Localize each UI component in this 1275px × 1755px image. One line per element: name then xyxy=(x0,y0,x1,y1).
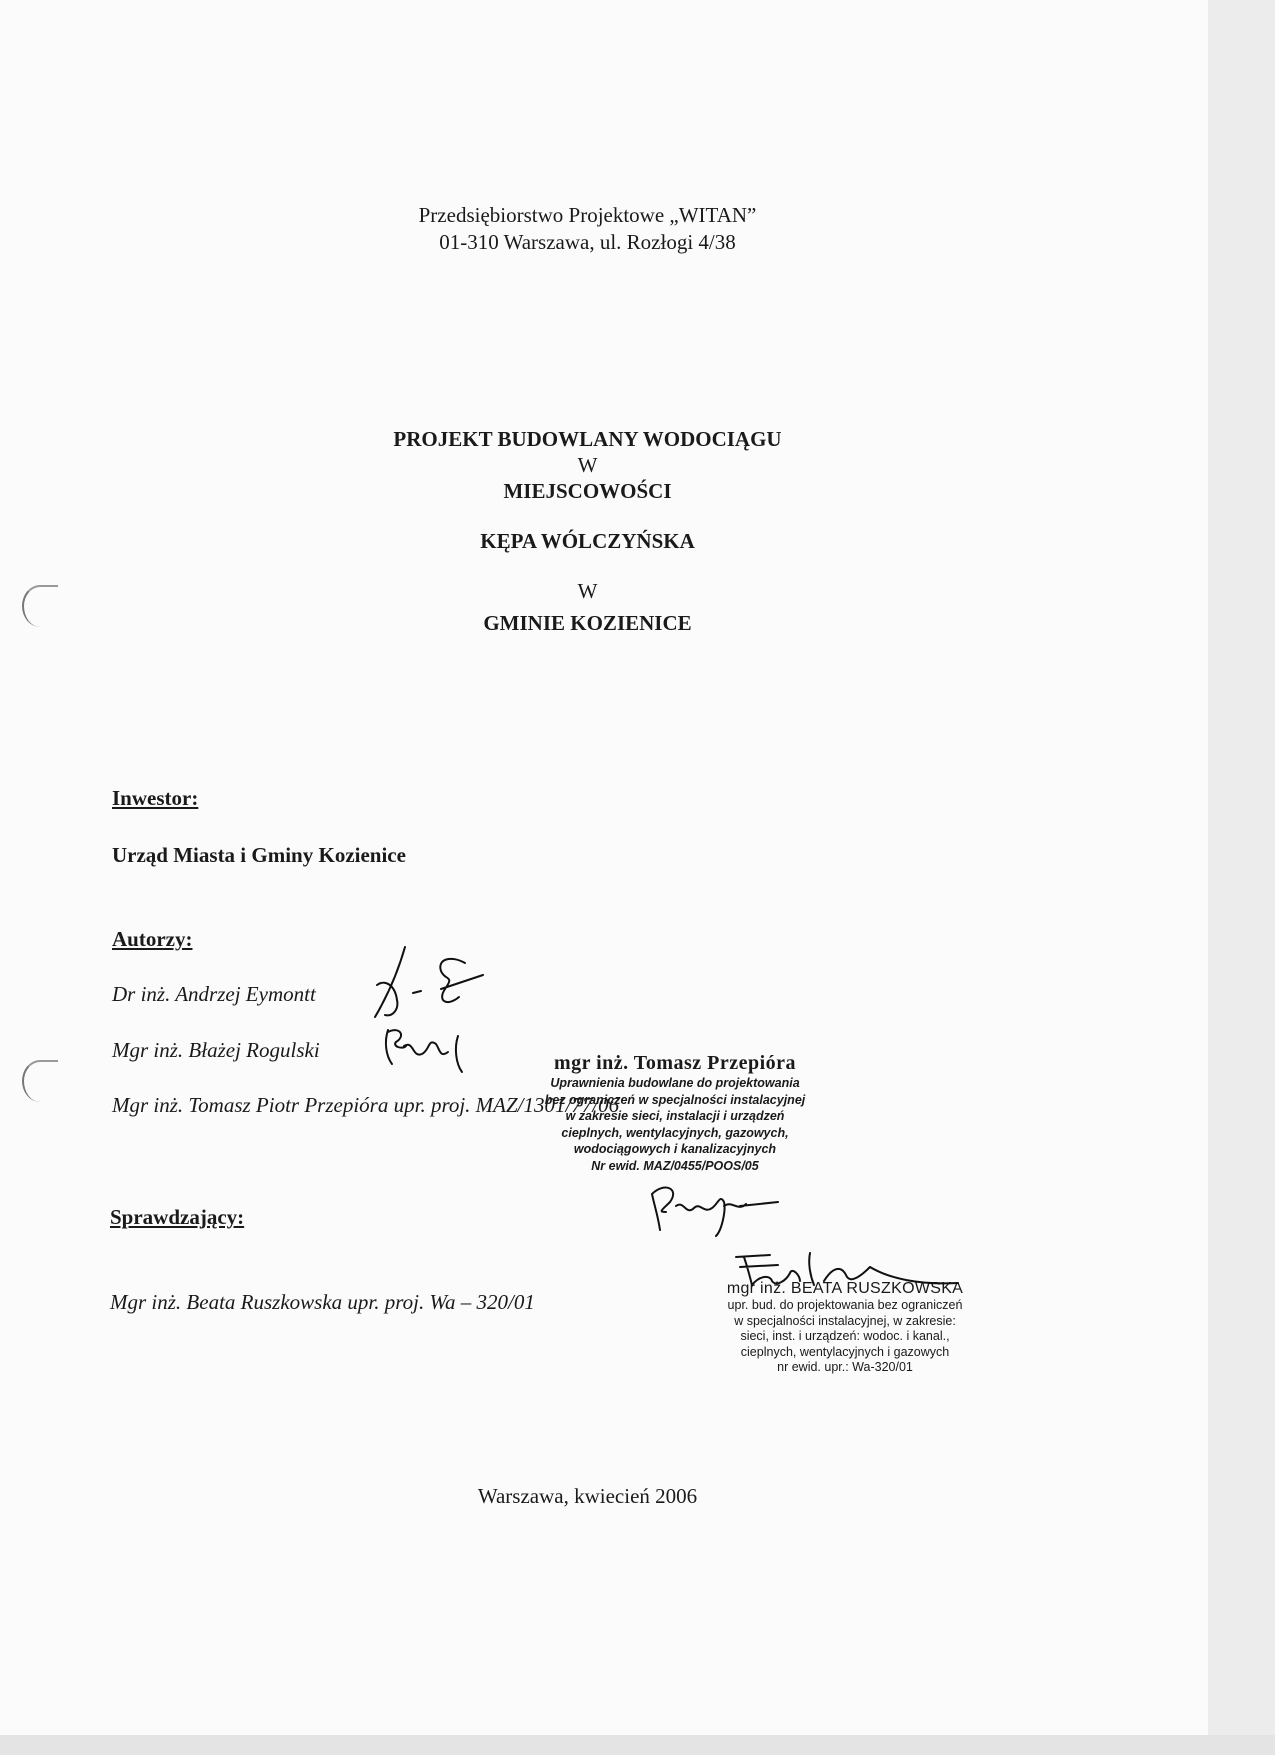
stamp-ruszkowska-line: nr ewid. upr.: Wa-320/01 xyxy=(777,1360,913,1374)
company-address: 01-310 Warszawa, ul. Rozłogi 4/38 xyxy=(439,230,736,254)
title-line-5: W xyxy=(577,579,598,603)
stamp-ruszkowska-line: upr. bud. do projektowania bez ograniczeń xyxy=(727,1298,963,1312)
stamp-przepiora-line: Nr ewid. MAZ/0455/POOS/05 xyxy=(591,1158,759,1173)
company-name: Przedsiębiorstwo Projektowe „WITAN” xyxy=(418,203,757,227)
stamp-przepiora-line: Uprawnienia budowlane do projektowania xyxy=(550,1076,800,1090)
title-line-3: MIEJSCOWOŚCI xyxy=(503,479,672,503)
signature-rogulski xyxy=(378,1022,478,1082)
author-eymontt: Dr inż. Andrzej Eymontt xyxy=(112,982,316,1006)
signature-przepiora xyxy=(640,1180,780,1240)
title-line-1: PROJEKT BUDOWLANY WODOCIĄGU xyxy=(393,427,782,451)
stamp-przepiora-name: mgr inż. Tomasz Przepióra xyxy=(553,1052,797,1074)
scan-edge-right xyxy=(1208,0,1275,1755)
author-przepiora: Mgr inż. Tomasz Piotr Przepióra upr. proj. MAZ/1301/77/06 xyxy=(112,1093,620,1117)
stamp-ruszkowska-line: cieplnych, wentylacyjnych i gazowych xyxy=(740,1344,950,1359)
investor-label: Inwestor: xyxy=(112,786,199,810)
checker-ruszkowska: Mgr inż. Beata Ruszkowska upr. proj. Wa – 320/01 xyxy=(110,1290,535,1314)
company-header xyxy=(0,202,1175,256)
author-rogulski: Mgr inż. Błażej Rogulski xyxy=(112,1038,320,1062)
punch-hole-bottom xyxy=(22,1060,58,1102)
stamp-przepiora-line: cieplnych, wentylacyjnych, gazowych, xyxy=(561,1125,789,1140)
place-date: Warszawa, kwiecień 2006 xyxy=(477,1484,698,1508)
stamp-przepiora-line: wodociągowych i kanalizacyjnych xyxy=(573,1142,777,1156)
checkers-label: Sprawdzający: xyxy=(110,1205,245,1229)
investor-name: Urząd Miasta i Gminy Kozienice xyxy=(112,843,406,867)
scan-edge-bottom xyxy=(0,1735,1275,1755)
stamp-ruszkowska-name: mgr inż. BEATA RUSZKOWSKA xyxy=(726,1280,964,1297)
stamp-ruszkowska-line: w specjalności instalacyjnej, w zakresie: xyxy=(734,1313,956,1328)
project-title xyxy=(0,426,1175,636)
title-line-6: GMINIE KOZIENICE xyxy=(483,611,692,635)
authors-label: Autorzy: xyxy=(112,927,193,951)
stamp-ruszkowska-line: sieci, inst. i urządzeń: wodoc. i kanal., xyxy=(740,1329,950,1343)
title-line-2: W xyxy=(577,453,598,477)
stamp-przepiora-line: w zakresie sieci, instalacji i urządzeń xyxy=(565,1109,785,1123)
signature-eymontt xyxy=(355,945,485,1025)
signature-ruszkowska xyxy=(730,1245,960,1295)
stamp-przepiora xyxy=(510,1052,840,1174)
title-line-4: KĘPA WÓLCZYŃSKA xyxy=(480,529,695,553)
stamp-przepiora-line: bez ograniczeń w specjalności instalacyjnej xyxy=(544,1092,806,1107)
